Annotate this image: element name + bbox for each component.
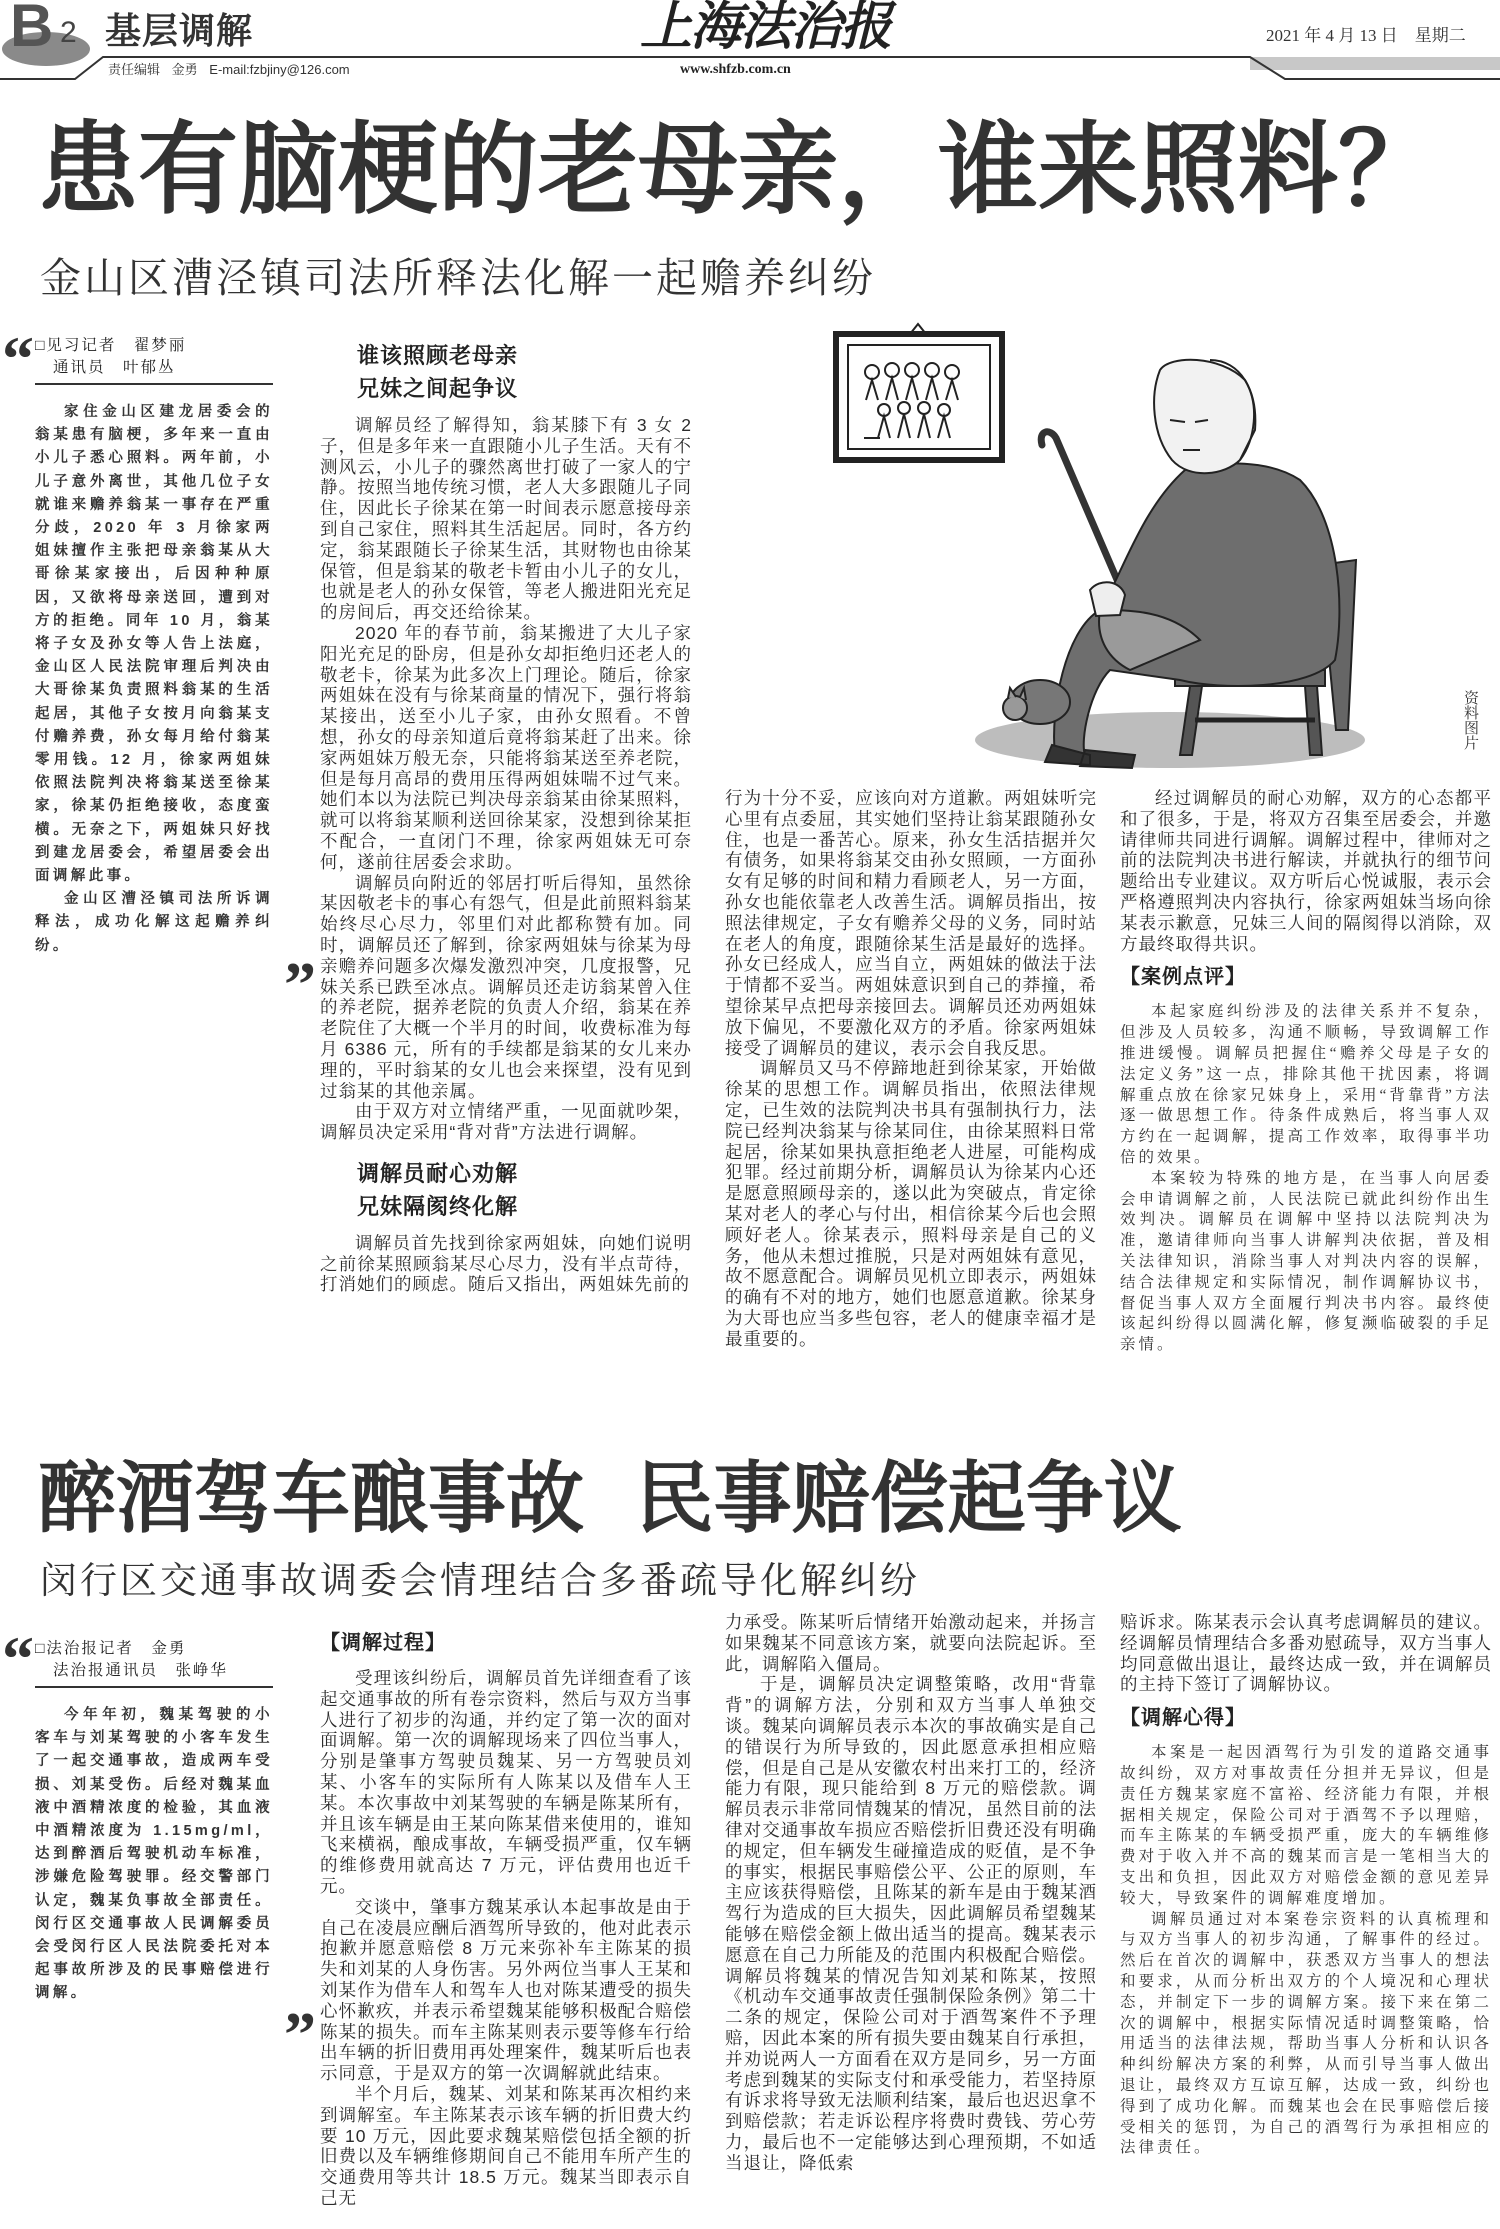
article2-byline [35,1638,273,1688]
comment-paragraph: 本案较为特殊的地方是，在当事人向居委会申请调解之前，人民法院已就此纠纷作出生效判决。调解员在调解中坚持以法院判决为准，邀请律师向当事人讲解判决依据，普及相关法律知识，消除当事人对判决内容的误解，结合法律规定和实际情况，制作调解协议书，督促当事人双方全面履行判决书内容。最终使该起纠纷得以圆满化解，修复濒临破裂的手足亲情。 [1120,1169,1492,1354]
body-paragraph: 调解员又马不停蹄地赶到徐某家，开始做徐某的思想工作。调解员指出，依照法律规定，已生效的法院判决书具有强制执行力，法院已经判决翁某与徐某同住，由徐某照料日常起居，徐某如果执意拒绝老人进屋，可能构成犯罪。经过前期分析，调解员认为徐某内心还是愿意照顾母亲的，遂以此为突破点，肯定徐某对老人的孝心与付出，相信徐某今后也会照顾好老人。徐某表示，照料母亲是自己的义务，他从未想过推脱，只是对两姐妹有意见，故不愿意配合。调解员见机立即表示，两姐妹的确有不对的地方，她们也愿意道歉。徐某身为大哥也应当多些包容，老人的健康幸福才是最重要的。 [725,1058,1097,1349]
case-comment-heading: 【案例点评】 [1120,966,1246,989]
section-code-letter: B [10,0,54,59]
editor-label: 责任编辑 [108,62,161,77]
case-comment [1120,1002,1492,1356]
body-paragraph: 经过调解员的耐心劝解，双方的心态都平和了很多，于是，将双方召集至居委会，并邀请律师共同进行调解。调解过程中，律师对之前的法院判决书进行解读，并就执行的细节问题给出专业建议。双方听后心悦诚服，表示会严格遵照判决内容执行，徐家两姐妹当场向徐某表示歉意，兄妹三人间的隔阂得以消除，双方最终取得共识。 [1120,788,1492,954]
article1-column-4 [1120,788,1492,1388]
insight-paragraph: 本案是一起因酒驾行为引发的道路交通事故纠纷，双方对事故责任分担并无异议，但是责任方魏某家庭不富裕、经济能力有限，并根据相关规定，保险公司对于酒驾不予以理赔，而车主陈某的车辆受损严重，庞大的车辆维修费对于收入并不高的魏某而言是一笔相当大的支出和负担，因此双方对赔偿金额的意见差异较大，导致案件的调解难度增加。 [1120,1744,1492,1907]
article2-headline: 醉酒驾车酿事故 民事赔偿起争议 [38,1454,1182,1542]
article2-lead [35,1704,273,2006]
issue-date: 2021 年 4 月 13 日 星期二 [1266,26,1466,45]
article1-byline [35,335,273,385]
lead-paragraph: 家住金山区建龙居委会的翁某患有脑梗，多年来一直由小儿子悉心照料。两年前，小儿子意外离世，其他几位子女就谁来赡养翁某一事存在严重分歧，2020 年 3 月徐家两姐妹擅作主张把母亲翁某从大哥徐某家接出，后因种种原因，又欲将母亲送回，遭到对方的拒绝。同年 10 月，翁某将子女及孙女等人告上法庭，金山区人民法院审理后判决由大哥徐某负责照料翁某的生活起居，其他子女按月向翁某支付赡养费，孙女每月给付翁某零用钱。12 月，徐家两姐妹依照法院判决将翁某送至徐某家，徐某仍拒绝接收，态度蛮横。无奈之下，两姐妹只好找到建龙居委会，希望居委会出面调解此事。 [35,404,273,885]
section-code-number: 2 [60,16,77,49]
body-paragraph: 交谈中，肇事方魏某承认本起事故是由于自己在凌晨应酬后酒驾所导致的，他对此表示抱歉并愿意赔偿 8 万元来弥补车主陈某的损失和刘某的人身伤害。另外两位当事人王某和刘某作为借车人和驾车人也对陈某遭受的损失心怀歉疚，并表示希望魏某能够积极配合赔偿陈某的损失。而车主陈某则表示要等修车行给出车辆的折旧费用再处理案件，魏某听后也表示同意，于是双方的第一次调解就此结束。 [320,1896,692,2084]
article1-subhead-1 [320,339,692,405]
body-paragraph: 赔诉求。陈某表示会认真考虑调解员的建议。经调解员情理结合多番劝慰疏导，双方当事人均同意做出退让，最终达成一致，并在调解员的主持下签订了调解协议。 [1120,1612,1492,1695]
lead-paragraph: 今年年初，魏某驾驶的小客车与刘某驾驶的小客车发生了一起交通事故，造成两车受损、刘某受伤。后经对魏某血液中酒精浓度的检验，其血液中酒精浓度为 1.15mg/ml，达到醉酒后驾驶机动车标准，涉嫌危险驾驶罪。经交警部门认定，魏某负事故全部责任。闵行区交通事故人民调解委员会受闵行区人民法院委托对本起事故所涉及的民事赔偿进行调解。 [35,1707,273,2002]
close-quote-icon [284,2010,316,2060]
body-paragraph: 半个月后，魏某、刘某和陈某再次相约来到调解室。车主陈某表示该车辆的折旧费大约要 10 万元，因此要求魏某赔偿包括全额的折旧费以及车辆维修期间自己不能用车所产生的交通费用等共计 18.5 万元。魏某当即表示自己无 [320,2083,692,2208]
body-paragraph: 调解员首先找到徐家两姐妹，向她们说明之前徐某照顾翁某尽心尽力，没有半点苛待，打消她们的顾虑。随后又指出，两姐妹先前的 [320,1232,692,1295]
body-paragraph: 受理该纠纷后，调解员首先详细查看了该起交通事故的所有卷宗资料，然后与双方当事人进行了初步的沟通，并约定了第一次的面对面调解。第一次的调解现场来了四位当事人，分别是肇事方驾驶员魏某、另一方驾驶员刘某、小客车的实际所有人陈某以及借车人王某。本次事故中刘某驾驶的车辆是陈某所有，并且该车辆是由王某向陈某借来使用的，谁知飞来横祸，酿成事故，车辆受损严重，仅车辆的维修费用就高达 7 万元，评估费用也近千元。 [320,1668,692,1896]
insight-paragraph: 调解员通过对本案卷宗资料的认真梳理和与双方当事人的初步沟通，了解事件的经过。然后在首次的调解中，获悉双方当事人的想法和要求，从而分析出双方的个人境况和心理状态，并制定下一步的调解方案。接下来在第二次的调解中，根据实际情况适时调整策略，恰用适当的法律法规，帮助当事人分析和认识各种纠纷解决方案的利弊，从而引导当事人做出退让，最终双方互谅互解，达成一致，纠纷也得到了成功化解。而魏某也会在民事赔偿后接受相关的惩罚，为自己的酒驾行为承担相应的法律责任。 [1120,1910,1492,2157]
masthead-logo: 上海法治报 [640,0,891,56]
byline-reporter: □法治报记者 金勇 [35,1640,187,1657]
open-quote-icon [2,1634,34,1684]
article2-lead-column [35,1638,273,2006]
article2-subtitle: 闵行区交通事故调委会情理结合多番疏导化解纠纷 [40,1560,920,1601]
mediation-insight-heading: 【调解心得】 [1120,1707,1246,1730]
website-link[interactable]: www.shfzb.com.cn [680,62,791,77]
article2-column-3 [725,1612,1097,2229]
editor-name: 金勇 [171,62,198,77]
byline-correspondent: 法治报通讯员 张峥华 [53,1662,229,1679]
body-paragraph: 调解员经了解得知，翁某膝下有 3 女 2 子，但是多年来一直跟随小儿子生活。天有不测风云，小儿子的骤然离世打破了一家人的宁静。按照当地传统习惯，老人大多跟随儿子同住，因此长子徐某在第一时间表示愿意接母亲到自己家住，照料其生活起居。同时，各方约定，翁某跟随长子徐某生活，其财物也由徐某保管，但是翁某的敬老卡暂由小儿子的女儿，也就是老人的孙女保管，等老人搬进阳光充足的房间后，再交还给徐某。 [320,415,692,623]
article2-column-4 [1120,1612,1492,2229]
close-quote-icon [284,960,316,1010]
mediation-process-heading: 【调解过程】 [320,1632,446,1654]
article1-headline: 患有脑梗的老母亲，谁来照料？ [38,114,1438,226]
image-credit: 资料图片 [1462,690,1479,750]
comment-paragraph: 本起家庭纠纷涉及的法律关系并不复杂，但涉及人员较多，沟通不顺畅，导致调解工作推进缓慢。调解员把握住“赡养父母是子女的法定义务”这一点，排除其他干扰因素，将调解重点放在徐家兄妹身上，采用“背靠背”方法逐一做思想工作。待条件成熟后，将当事人双方约在一起调解，提高工作效率，取得事半功倍的效果。 [1120,1003,1492,1166]
cat-icon [1003,680,1070,724]
article1-subtitle: 金山区漕泾镇司法所释法化解一起赡养纠纷 [40,255,876,301]
walking-cane [1041,432,1118,582]
article1-column-2 [320,335,692,1387]
section-name: 基层调解 [105,10,254,51]
article1-lead [35,401,273,958]
body-paragraph: 行为十分不妥，应该向对方道歉。两姐妹听完心里有点委屈，其实她们坚持让翁某跟随孙女住，也是一番苦心。原来，孙女生活拮据并欠有债务，如果将翁某交由孙女照顾，一方面孙女有足够的时间和精力看顾老人，另一方面，孙女也能依靠老人改善生活。调解员指出，按照法律规定，子女有赡养父母的义务，同时站在老人的角度，跟随徐某生活是最好的选择。孙女已经成人，应当自立，两姐妹的做法于法于情都不妥当。两姐妹意识到自己的莽撞，希望徐某早点把母亲接回去。调解员还劝两姐妹放下偏见，不要激化双方的矛盾。徐家两姐妹接受了调解员的建议，表示会自我反思。 [725,788,1097,1058]
lead-paragraph: 金山区漕泾镇司法所诉调释法，成功化解这起赡养纠纷。 [35,891,273,954]
family-photo-frame [836,324,1002,460]
body-paragraph: 力承受。陈某听后情绪开始激动起来，并扬言如果魏某不同意该方案，就要向法院起诉。至此，调解陷入僵局。 [725,1612,1097,1674]
elderly-woman-illustration [800,310,1460,780]
byline-reporter: □见习记者 翟梦丽 [35,337,187,354]
subhead-line: 谁该照顾老母亲 [357,343,519,368]
body-paragraph: 调解员向附近的邻居打听后得知，虽然徐某因敬老卡的事心有怨气，但是此前照料翁某始终尽心尽力，邻里们对此都称赞有加。同时，调解员还了解到，徐家两姐妹与徐某为母亲赡养问题多次爆发激烈冲突，几度报警，兄妹关系已跌至冰点。调解员还走访翁某曾入住的养老院，据养老院的负责人介绍，翁某在养老院住了大概一个半月的时间，收费标准为每月 6386 元，所有的手续都是翁某的女儿来办理的，平时翁某的女儿也会来探望，没有见到过翁某的其他亲属。 [320,872,692,1101]
editor-email[interactable]: E-mail:fzbjiny@126.com [209,62,350,77]
body-paragraph: 2020 年的春节前，翁某搬进了大儿子家阳光充足的卧房，但是孙女却拒绝归还老人的敬老卡，徐某为此多次上门理论。随后，徐家两姐妹在没有与徐某商量的情况下，强行将翁某接出，送至小儿子家，由孙女照看。不曾想，孙女的母亲知道后竟将翁某赶了出来。徐家两姐妹万般无奈，只能将翁某送至养老院，但是每月高昂的费用压得两姐妹喘不过气来。她们本以为法院已判决母亲翁某由徐某照料，就可以将翁某顺利送回徐某家，没想到徐某拒不配合，一直闭门不理，徐家两姐妹无可奈何，遂前往居委会求助。 [320,622,692,872]
byline-correspondent: 通讯员 叶郁丛 [53,359,176,376]
article1-lead-column [35,335,273,958]
article2-column-2 [320,1630,692,2229]
open-quote-icon [2,334,34,384]
article1-column-3 [725,788,1097,1388]
article1-subhead-2 [320,1157,692,1223]
subhead-line: 兄妹隔阂终化解 [357,1193,519,1219]
subhead-line: 调解员耐心劝解 [357,1160,519,1186]
subhead-line: 兄妹之间起争议 [357,376,519,401]
mediation-insight [1120,1743,1492,2159]
header-rule [0,50,1500,84]
body-paragraph: 于是，调解员决定调整策略，改用“背靠背”的调解方法，分别和双方当事人单独交谈。魏某向调解员表示本次的事故确实是自己的错误行为所导致的，因此愿意承担相应赔偿，但是自己是从安徽农村出来打工的，经济能力有限，现只能给到 8 万元的赔偿款。调解员表示非常同情魏某的情况，虽然目前的法律对交通事故车损应否赔偿折旧费还没有明确的规定，但车辆发生碰撞造成的贬值，是不争的事实，根据民事赔偿公平、公正的原则，车主应该获得赔偿，且陈某的新车是由于魏某酒驾行为造成的巨大损失，因此调解员希望魏某能够在赔偿金额上做出适当的提高。魏某表示愿意在自己力所能及的范围内积极配合赔偿。调解员将魏某的情况告知刘某和陈某，按照《机动车交通事故责任强制保险条例》第二十二条的规定，保险公司对于酒驾案件不予理赔，因此本案的所有损失要由魏某自行承担，并劝说两人一方面看在双方是同乡，另一方面考虑到魏某的实际支付和承受能力，若坚持原有诉求将导致无法顺利结案，最后也迟迟拿不到赔偿款；若走诉讼程序将费时费钱、劳心劳力，最后也不一定能够达到心理预期，不如适当退让，降低索 [725,1674,1097,2173]
body-paragraph: 由于双方对立情绪严重，一见面就吵架，调解员决定采用“背对背”方法进行调解。 [320,1101,692,1143]
